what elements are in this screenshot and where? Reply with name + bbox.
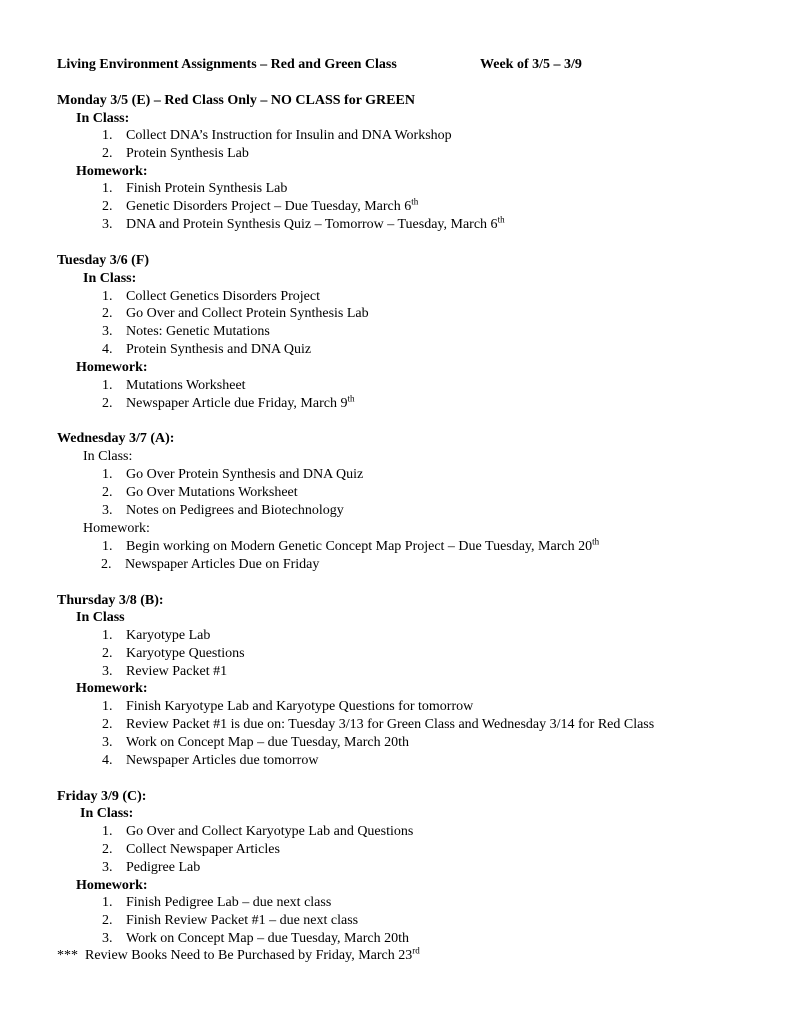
list-item: 2. Finish Review Packet #1 – due next class <box>102 913 359 928</box>
inclass-label-friday: In Class: <box>80 806 134 821</box>
list-item: 1. Begin working on Modern Genetic Concept Map Project – Due Tuesday, March 20th <box>102 536 600 554</box>
list-item: 1. Finish Pedigree Lab – due next class <box>102 895 332 910</box>
list-item: 1. Go Over Protein Synthesis and DNA Quiz <box>102 467 364 482</box>
list-item: 2. Collect Newspaper Articles <box>102 842 280 857</box>
list-item: 1. Finish Karyotype Lab and Karyotype Questions for tomorrow <box>102 699 474 714</box>
list-item: 2. Newspaper Article due Friday, March 9th <box>102 393 355 411</box>
homework-label-friday: Homework: <box>76 878 148 893</box>
list-item: 1. Mutations Worksheet <box>102 378 246 393</box>
list-item: 3. Work on Concept Map – due Tuesday, March 20th <box>102 735 409 750</box>
list-item: 2. Review Packet #1 is due on: Tuesday 3/13 for Green Class and Wednesday 3/14 for Red Class <box>102 717 655 732</box>
list-item: 2. Go Over and Collect Protein Synthesis Lab <box>102 306 369 321</box>
list-item: 4. Newspaper Articles due tomorrow <box>102 753 319 768</box>
list-item: 1. Finish Protein Synthesis Lab <box>102 181 288 196</box>
list-item: 3. DNA and Protein Synthesis Quiz – Tomorrow – Tuesday, March 6th <box>102 214 505 232</box>
inclass-label-monday: In Class: <box>76 111 130 126</box>
day-heading-friday: Friday 3/9 (C): <box>57 789 147 804</box>
homework-label-wednesday: Homework: <box>83 521 150 536</box>
list-item: 2. Go Over Mutations Worksheet <box>102 485 298 500</box>
homework-label-tuesday: Homework: <box>76 360 148 375</box>
list-item: 2. Karyotype Questions <box>102 646 245 661</box>
inclass-label-tuesday: In Class: <box>83 271 137 286</box>
day-heading-monday: Monday 3/5 (E) – Red Class Only – NO CLASS for GREEN <box>57 93 415 108</box>
list-item: 3. Work on Concept Map – due Tuesday, March 20th <box>102 931 409 946</box>
homework-label-monday: Homework: <box>76 164 148 179</box>
footer-marker: *** <box>57 948 78 963</box>
list-item: 3. Pedigree Lab <box>102 860 201 875</box>
list-item: 1. Collect Genetics Disorders Project <box>102 289 321 304</box>
day-heading-thursday: Thursday 3/8 (B): <box>57 593 164 608</box>
list-item: 1. Go Over and Collect Karyotype Lab and Questions <box>102 824 414 839</box>
inclass-label-wednesday: In Class: <box>83 449 133 464</box>
day-heading-tuesday: Tuesday 3/6 (F) <box>57 253 150 268</box>
list-item: 1. Collect DNA’s Instruction for Insulin and DNA Workshop <box>102 128 452 143</box>
list-item: 3. Notes: Genetic Mutations <box>102 324 270 339</box>
week-range: Week of 3/5 – 3/9 <box>480 57 582 72</box>
list-item: 3. Review Packet #1 <box>102 664 228 679</box>
homework-label-thursday: Homework: <box>76 681 148 696</box>
list-item: 1. Karyotype Lab <box>102 628 211 643</box>
document-title: Living Environment Assignments – Red and Green Class <box>57 57 397 72</box>
day-heading-wednesday: Wednesday 3/7 (A): <box>57 431 175 446</box>
list-item: 2. Newspaper Articles Due on Friday <box>101 557 320 572</box>
list-item: 2. Genetic Disorders Project – Due Tuesday, March 6th <box>102 196 419 214</box>
footer-text: Review Books Need to Be Purchased by Friday, March 23 <box>85 948 413 963</box>
list-item: 3. Notes on Pedigrees and Biotechnology <box>102 503 344 518</box>
list-item: 4. Protein Synthesis and DNA Quiz <box>102 342 312 357</box>
list-item: 2. Protein Synthesis Lab <box>102 146 249 161</box>
footer-note: *** Review Books Need to Be Purchased by Friday, March 23rd <box>57 945 420 963</box>
inclass-label-thursday: In Class <box>76 610 125 625</box>
